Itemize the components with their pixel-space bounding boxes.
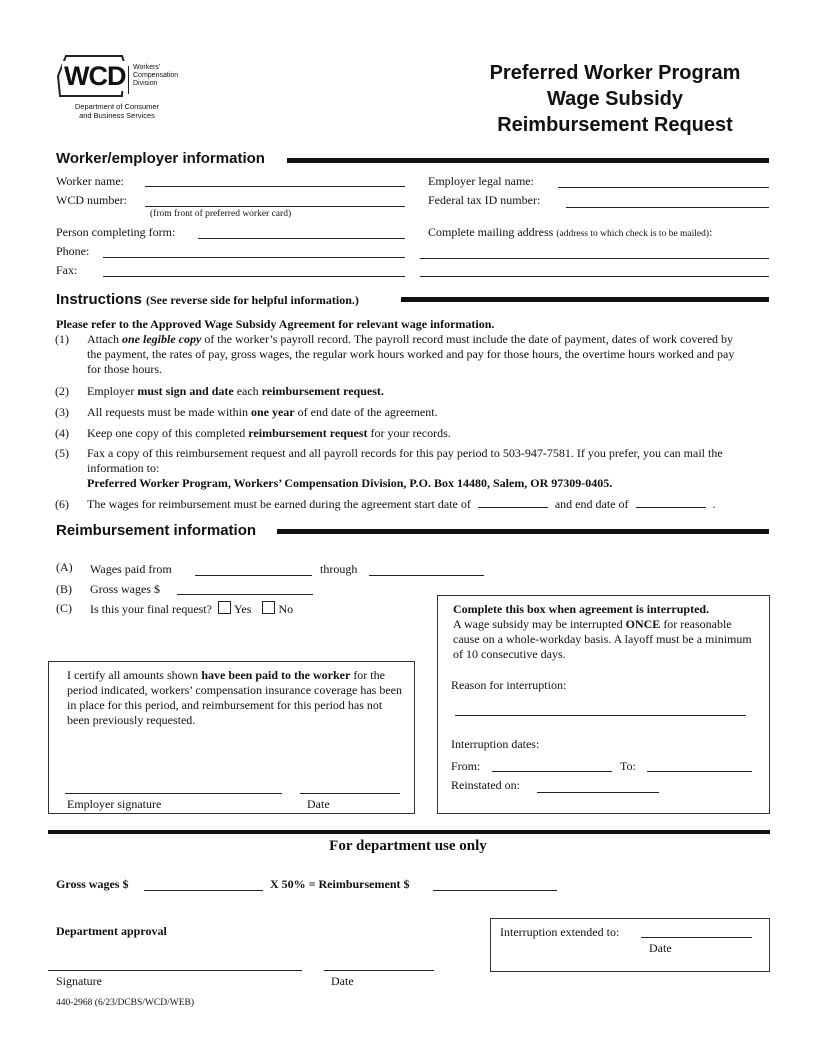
certification-box	[48, 661, 415, 814]
final-yes-checkbox[interactable]	[218, 601, 231, 614]
instruction-2-number: (2)	[55, 384, 69, 398]
title-line1: Preferred Worker Program	[489, 62, 741, 84]
dept-gross-wages-field[interactable]	[144, 890, 263, 891]
interruption-reason-label: Reason for interruption:	[451, 678, 567, 692]
phone-field[interactable]	[103, 257, 405, 258]
logo-dept-line1: Department of Consumer	[74, 102, 160, 111]
instructions-intro: Please refer to the Approved Wage Subsidy Agreement for relevant wage information.	[56, 317, 495, 331]
gross-wages-label: Gross wages $	[90, 582, 160, 596]
title-line3: Reimbursement Request	[497, 114, 733, 136]
reinstated-field[interactable]	[537, 792, 659, 793]
dept-date-label: Date	[331, 974, 354, 988]
instruction-2: (2) Employer must sign and date each reimbursement request.	[55, 384, 384, 398]
dept-gross-wages-label: Gross wages $	[56, 877, 129, 891]
instructions-heading: Instructions	[56, 291, 142, 308]
worker-name-field[interactable]	[145, 186, 405, 187]
mailing-address-colon: :	[709, 225, 713, 239]
wcd-number-label: WCD number:	[56, 193, 127, 207]
reinstated-label: Reinstated on:	[451, 778, 520, 792]
agency-logo	[52, 52, 192, 124]
page-title	[440, 60, 790, 138]
employer-date-label: Date	[307, 797, 330, 811]
reimbursement-heading: Reimbursement information	[56, 522, 257, 539]
interruption-extended-box	[490, 918, 770, 972]
instructions-heading-note: (See reverse side for helpful information.)	[146, 293, 359, 307]
federal-tax-id-field[interactable]	[566, 207, 769, 208]
instruction-6-number: (6)	[55, 497, 69, 511]
instruction-5: (5) Fax a copy of this reimbursement request and all payroll records for this pay period to 503-947-7581. If you prefer, you can mail the information to: Preferred Worker Program, Workers’ Compensation Division, P.O. Box 14480, Salem, OR 97309-0405.	[55, 446, 723, 490]
instruction-4: (4) Keep one copy of this completed reimbursement request for your records.	[55, 426, 451, 440]
item-b-label: (B)	[56, 582, 72, 596]
certification-text: I certify all amounts shown have been paid to the worker for the period indicated, workers’ compensation insurance coverage has been in place for this period, and reimbursement for this period has not been previously requested.	[67, 668, 402, 727]
instruction-3: (3) All requests must be made within one year of end date of the agreement.	[55, 405, 438, 419]
instruction-4-number: (4)	[55, 426, 69, 440]
federal-tax-id-label: Federal tax ID number:	[428, 193, 541, 207]
logo-acronym: WCD	[64, 61, 126, 91]
instruction-1: (1) Attach one legible copy of the worker’s payroll record. The payroll record must include the date of payment, dates of work covered by the payment, the rates of pay, gross wages, the regular work hours worked and pay for those hours, the overtime hours worked and pay for those hours.	[55, 332, 735, 376]
final-no-label: No	[278, 602, 294, 616]
gross-wages-field[interactable]	[177, 594, 313, 595]
phone-label: Phone:	[56, 244, 90, 258]
mailing-address-note: (address to which check is to be mailed)	[556, 229, 710, 239]
interruption-extended-date-label: Date	[649, 941, 672, 955]
interruption-to-field[interactable]	[647, 771, 752, 772]
person-completing-field[interactable]	[198, 238, 405, 239]
agreement-end-date-field[interactable]	[636, 497, 706, 508]
instruction-6: (6) The wages for reimbursement must be earned during the agreement start date of and end date of .	[55, 497, 716, 511]
interruption-to-label: To:	[620, 759, 636, 773]
mailing-address-field-2[interactable]	[420, 276, 769, 277]
interruption-reason-field[interactable]	[455, 715, 746, 716]
employer-name-label: Employer legal name:	[428, 174, 534, 188]
employer-signature-field[interactable]	[65, 793, 282, 794]
wages-from-field[interactable]	[195, 575, 312, 576]
logo-dept-line2: and Business Services	[79, 111, 155, 120]
interruption-from-label: From:	[451, 759, 481, 773]
fax-field[interactable]	[103, 276, 405, 277]
mailing-address-field-1[interactable]	[420, 258, 769, 259]
final-no-checkbox[interactable]	[262, 601, 275, 614]
final-request-label: Is this your final request?	[90, 602, 212, 616]
item-a-label: (A)	[56, 560, 73, 574]
dept-reimbursement-field[interactable]	[433, 890, 557, 891]
worker-info-heading: Worker/employer information	[56, 150, 265, 167]
person-completing-label: Person completing form:	[56, 225, 176, 239]
wages-paid-from-label: Wages paid from	[90, 562, 172, 576]
dept-signature-field[interactable]	[48, 970, 302, 971]
agreement-start-date-field[interactable]	[478, 497, 548, 508]
dept-approval-label: Department approval	[56, 924, 167, 938]
wcd-number-field[interactable]	[145, 206, 405, 207]
interruption-box	[437, 595, 770, 814]
final-yes-label: Yes	[233, 602, 252, 616]
dept-reimbursement-label: X 50% = Reimbursement $	[270, 877, 410, 891]
dept-date-field[interactable]	[324, 970, 434, 971]
dept-signature-label: Signature	[56, 974, 102, 988]
wcd-number-note: (from front of preferred worker card)	[150, 209, 292, 219]
interruption-text: Complete this box when agreement is interrupted. A wage subsidy may be interrupted ONCE for reasonable cause on a whole-workday basis. A layoff must be a minimum of 10 consecutive days.	[453, 602, 752, 661]
employer-signature-label: Employer signature	[67, 797, 162, 811]
employer-name-field[interactable]	[558, 187, 769, 188]
item-c-label: (C)	[56, 601, 72, 615]
worker-name-label: Worker name:	[56, 174, 125, 188]
logo-name-line1: Workers'	[133, 64, 161, 71]
logo-name-line3: Division	[133, 80, 158, 87]
fax-label: Fax:	[56, 263, 78, 277]
interruption-from-field[interactable]	[492, 771, 612, 772]
interruption-extended-field[interactable]	[641, 937, 752, 938]
title-line2: Wage Subsidy	[547, 88, 683, 110]
instruction-1-number: (1)	[55, 332, 69, 346]
employer-date-field[interactable]	[300, 793, 400, 794]
wages-through-label: through	[320, 562, 358, 576]
mailing-address-label: Complete mailing address	[428, 225, 554, 239]
wages-through-field[interactable]	[369, 575, 484, 576]
instruction-3-number: (3)	[55, 405, 69, 419]
interruption-extended-label: Interruption extended to:	[500, 925, 620, 939]
instruction-5-number: (5)	[55, 446, 69, 460]
interruption-dates-label: Interruption dates:	[451, 737, 540, 751]
form-id: 440-2968 (6/23/DCBS/WCD/WEB)	[56, 998, 195, 1008]
department-heading: For department use only	[329, 838, 487, 854]
logo-name-line2: Compensation	[133, 72, 179, 79]
